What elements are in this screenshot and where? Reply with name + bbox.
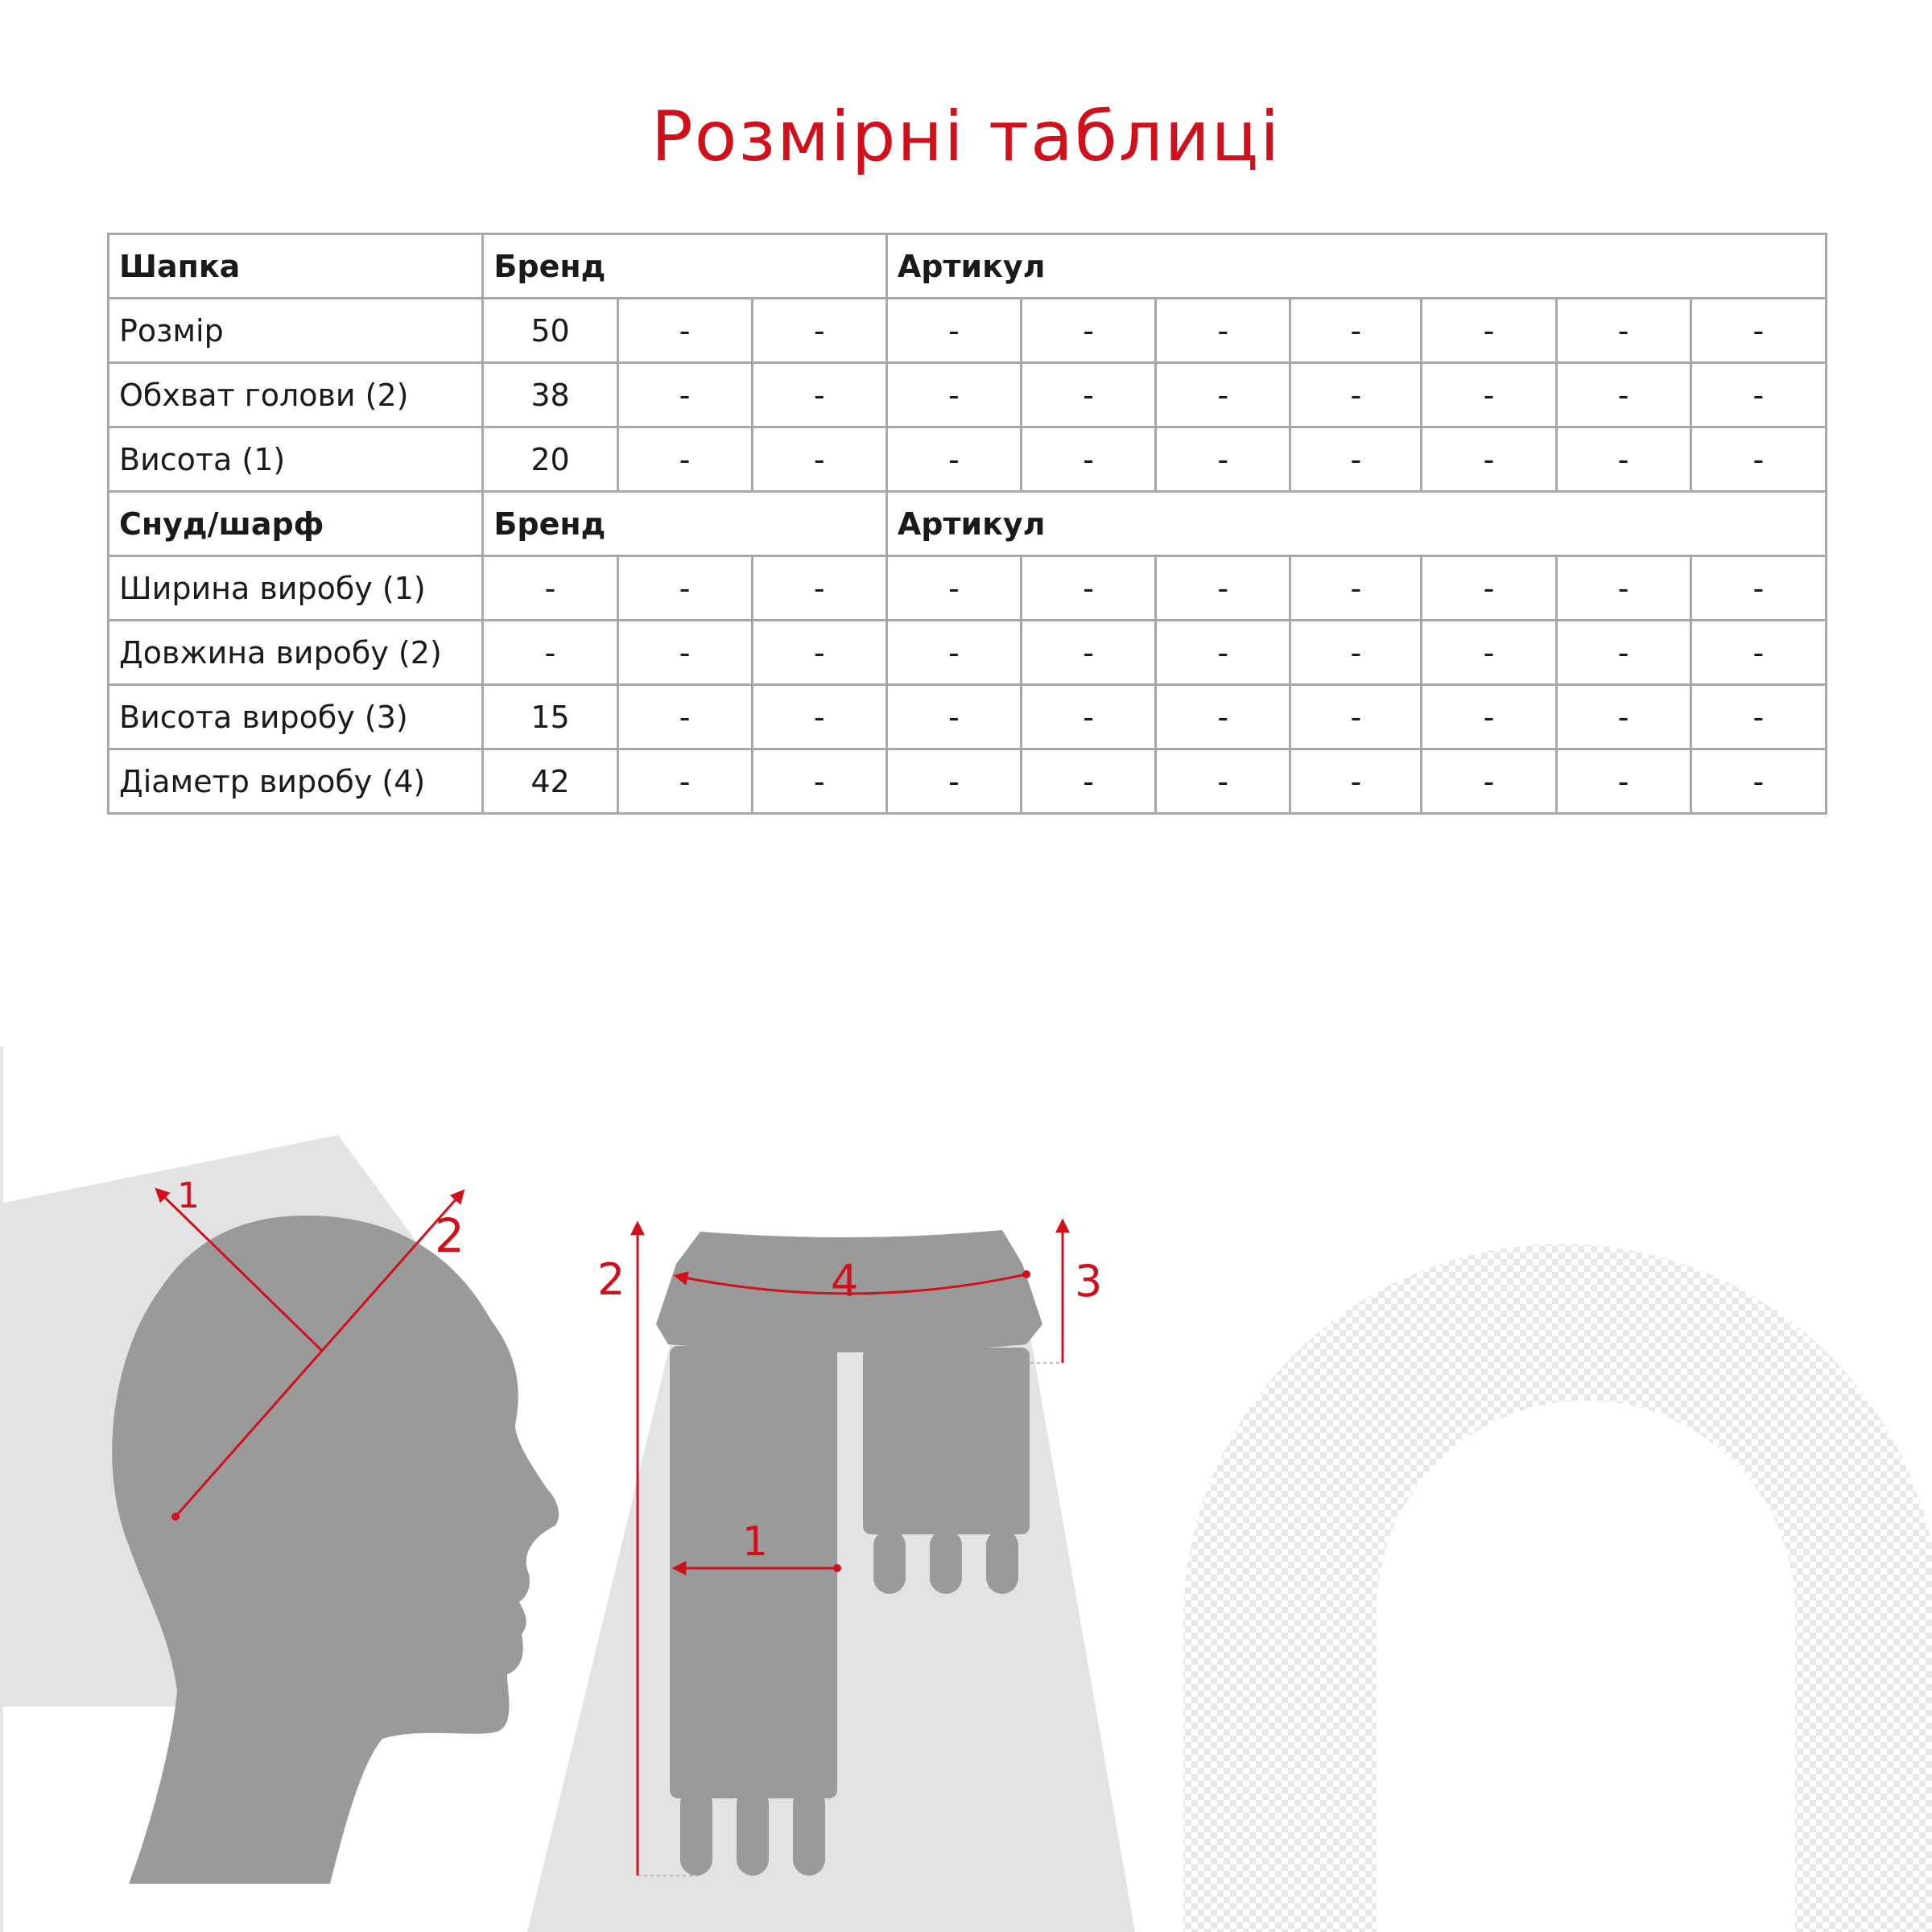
table-cell: - [1021, 685, 1155, 749]
table-cell: - [1290, 556, 1422, 621]
table-cell: - [886, 556, 1021, 621]
scarf-marker-2: 2 [597, 1254, 625, 1305]
scarf-row-label: Діаметр виробу (4) [109, 749, 483, 814]
head-silhouette [112, 1216, 559, 1884]
table-cell: - [1690, 749, 1826, 814]
scarf-article-header: Артикул [886, 492, 1826, 556]
table-cell: - [1156, 749, 1290, 814]
scarf-section-label: Снуд/шарф [109, 492, 483, 556]
measurement-illustration [0, 1046, 1932, 1932]
scarf-brand-header: Бренд [483, 492, 886, 556]
table-cell: - [1556, 621, 1690, 685]
table-cell: - [1290, 363, 1422, 427]
table-cell: - [1290, 299, 1422, 363]
table-cell: - [617, 749, 752, 814]
table-cell: - [1690, 685, 1826, 749]
scarf-figure [527, 1221, 1135, 1932]
table-cell: - [1422, 685, 1556, 749]
table-cell: - [1021, 621, 1155, 685]
table-cell: - [1556, 556, 1690, 621]
table-cell: - [617, 685, 752, 749]
scarf-left-panel [670, 1346, 837, 1798]
table-cell: - [1422, 621, 1556, 685]
table-cell: 42 [483, 749, 617, 814]
table-cell: 38 [483, 363, 617, 427]
table-cell: - [752, 299, 886, 363]
table-cell: - [1156, 621, 1290, 685]
table-cell: - [752, 685, 886, 749]
table-cell: - [617, 363, 752, 427]
table-cell: - [1021, 363, 1155, 427]
table-cell: 50 [483, 299, 617, 363]
table-cell: - [1156, 363, 1290, 427]
table-cell: - [1156, 299, 1290, 363]
table-cell: - [1556, 299, 1690, 363]
scarf-marker-4: 4 [831, 1256, 859, 1307]
size-table [107, 233, 1827, 815]
hat-row-label: Розмір [109, 299, 483, 363]
table-cell: - [752, 427, 886, 492]
table-cell: - [752, 749, 886, 814]
table-cell: - [1556, 685, 1690, 749]
page-title: Розмірні таблиці [650, 97, 1282, 177]
table-cell: - [1290, 685, 1422, 749]
table-cell: - [1422, 427, 1556, 492]
table-cell: - [752, 556, 886, 621]
table-cell: - [886, 749, 1021, 814]
table-cell: - [1556, 363, 1690, 427]
table-cell: - [1156, 556, 1290, 621]
table-cell: - [1422, 299, 1556, 363]
table-cell: - [1422, 556, 1556, 621]
table-cell: - [1690, 363, 1826, 427]
table-cell: - [1422, 749, 1556, 814]
table-cell: - [1690, 427, 1826, 492]
table-cell: - [1556, 427, 1690, 492]
scarf-marker-1: 1 [742, 1518, 768, 1565]
table-cell: 20 [483, 427, 617, 492]
scarf-right-panel [863, 1348, 1030, 1534]
table-cell: - [1156, 685, 1290, 749]
table-cell: - [886, 363, 1021, 427]
table-cell: - [1690, 299, 1826, 363]
table-cell: - [617, 556, 752, 621]
table-cell: - [617, 299, 752, 363]
hat-article-header: Артикул [886, 234, 1826, 299]
table-cell: - [1422, 363, 1556, 427]
table-cell: - [1156, 427, 1290, 492]
table-cell: - [617, 621, 752, 685]
table-cell: - [1290, 427, 1422, 492]
scarf-header-row [109, 492, 1827, 556]
scarf-marker-3: 3 [1075, 1256, 1103, 1307]
hat-brand-header: Бренд [483, 234, 886, 299]
table-cell: - [1556, 749, 1690, 814]
table-cell: - [752, 363, 886, 427]
table-cell: - [1021, 427, 1155, 492]
table-cell: - [752, 621, 886, 685]
scarf-row-label: Довжина виробу (2) [109, 621, 483, 685]
table-cell: - [886, 685, 1021, 749]
table-cell: - [886, 621, 1021, 685]
table-row [109, 556, 1827, 621]
table-cell: - [617, 427, 752, 492]
table-row [109, 427, 1827, 492]
table-cell: - [1690, 621, 1826, 685]
table-cell: - [1021, 556, 1155, 621]
head-marker-2: 2 [435, 1208, 464, 1263]
head-figure [0, 1046, 559, 1932]
table-cell: - [483, 556, 617, 621]
table-cell: - [1290, 621, 1422, 685]
scarf-row-label: Ширина виробу (1) [109, 556, 483, 621]
table-row [109, 749, 1827, 814]
table-row [109, 363, 1827, 427]
hat-row-label: Висота (1) [109, 427, 483, 492]
table-cell: - [1021, 299, 1155, 363]
table-cell: - [886, 427, 1021, 492]
head-marker-1: 1 [177, 1175, 200, 1216]
table-cell: - [886, 299, 1021, 363]
table-row [109, 685, 1827, 749]
table-cell: 15 [483, 685, 617, 749]
table-cell: - [1690, 556, 1826, 621]
table-cell: - [1290, 749, 1422, 814]
table-row [109, 299, 1827, 363]
table-row [109, 621, 1827, 685]
hat-row-label: Обхват голови (2) [109, 363, 483, 427]
table-cell: - [1021, 749, 1155, 814]
hat-header-row [109, 234, 1827, 299]
hat-section-label: Шапка [109, 234, 483, 299]
table-cell: - [483, 621, 617, 685]
ornament-pattern [1183, 1244, 1932, 1932]
scarf-row-label: Висота виробу (3) [109, 685, 483, 749]
